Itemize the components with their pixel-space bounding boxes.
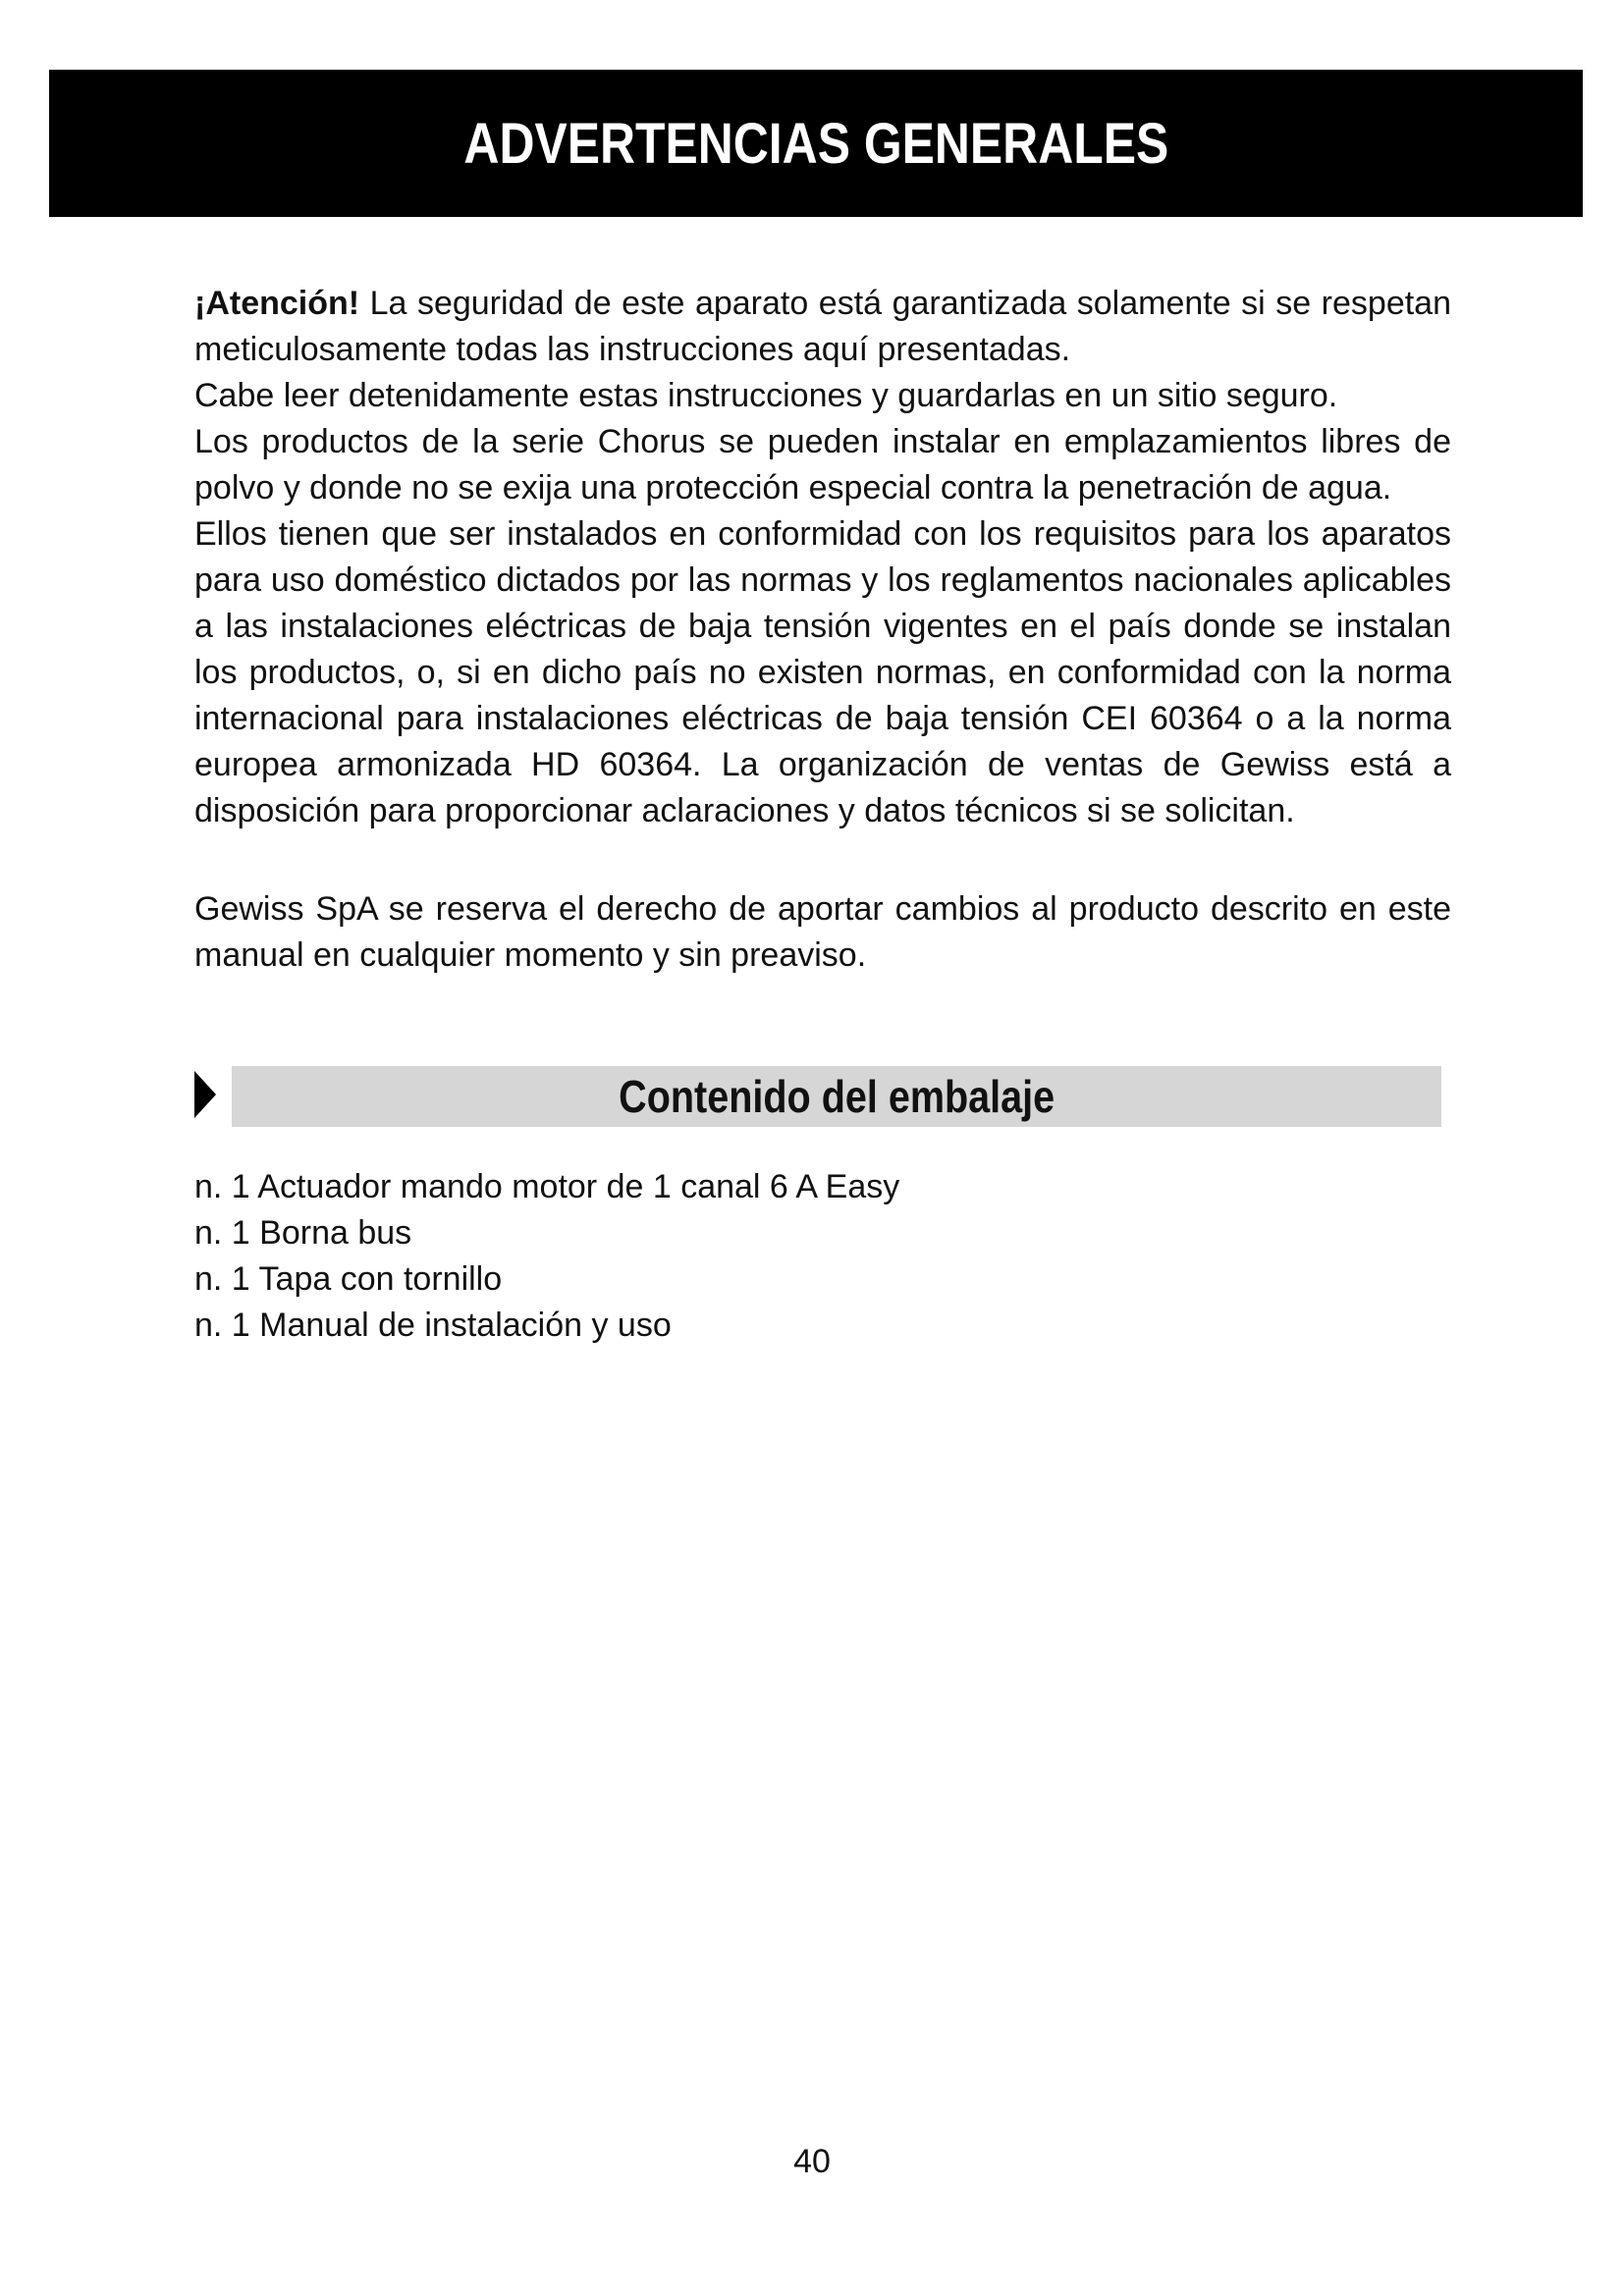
attention-paragraph (194, 281, 1451, 373)
gewiss-note-section (194, 886, 1451, 979)
section-arrow-icon (194, 1071, 216, 1118)
warning-paragraph: Los productos de la serie Chorus se pueden instalar en emplazamientos libres de polvo y donde no se exija una protección especial contra la penetración de agua. (194, 423, 1451, 507)
attention-label: ¡Atención! (194, 285, 360, 322)
package-contents-list (194, 1164, 899, 1349)
list-item: n. 1 Manual de instalación y uso (194, 1307, 672, 1344)
list-item: n. 1 Borna bus (194, 1214, 412, 1252)
list-item: n. 1 Tapa con tornillo (194, 1260, 503, 1298)
page-title: ADVERTENCIAS GENERALES (463, 111, 1168, 176)
warning-paragraph: Cabe leer detenidamente estas instrucciones y guardarlas en un sitio seguro. (194, 377, 1338, 414)
warnings-section (194, 281, 1451, 834)
section-title: Contenido del embalaje (618, 1071, 1056, 1122)
page-number: 40 (793, 2143, 831, 2180)
warning-paragraph: Ellos tienen que ser instalados en conformidad con los requisitos para los aparatos para uso doméstico dictados por las normas y los reglamentos nacionales aplicables a las instalaciones eléctricas de baja tensión vigentes en el país donde se instalan los productos, o, si en dicho país no existen normas, en conformidad con la norma internacional para instalaciones eléctricas de baja tensión CEI 60364 o a la norma europea armonizada HD 60364. La organización de ventas de Gewiss está a disposición para proporcionar aclaraciones y datos técnicos si se solicitan. (194, 515, 1451, 829)
page-header (49, 70, 1583, 217)
list-item: n. 1 Actuador mando motor de 1 canal 6 A Easy (194, 1168, 900, 1205)
attention-text: La seguridad de este aparato está garantizada solamente si se respetan meticulosamente todas las instrucciones aquí presentadas. (194, 285, 1451, 368)
gewiss-note: Gewiss SpA se reserva el derecho de aportar cambios al producto descrito en este manual en cualquier momento y sin preaviso. (194, 890, 1451, 974)
section-heading-bar (232, 1066, 1441, 1127)
package-contents-heading (194, 1066, 1441, 1127)
